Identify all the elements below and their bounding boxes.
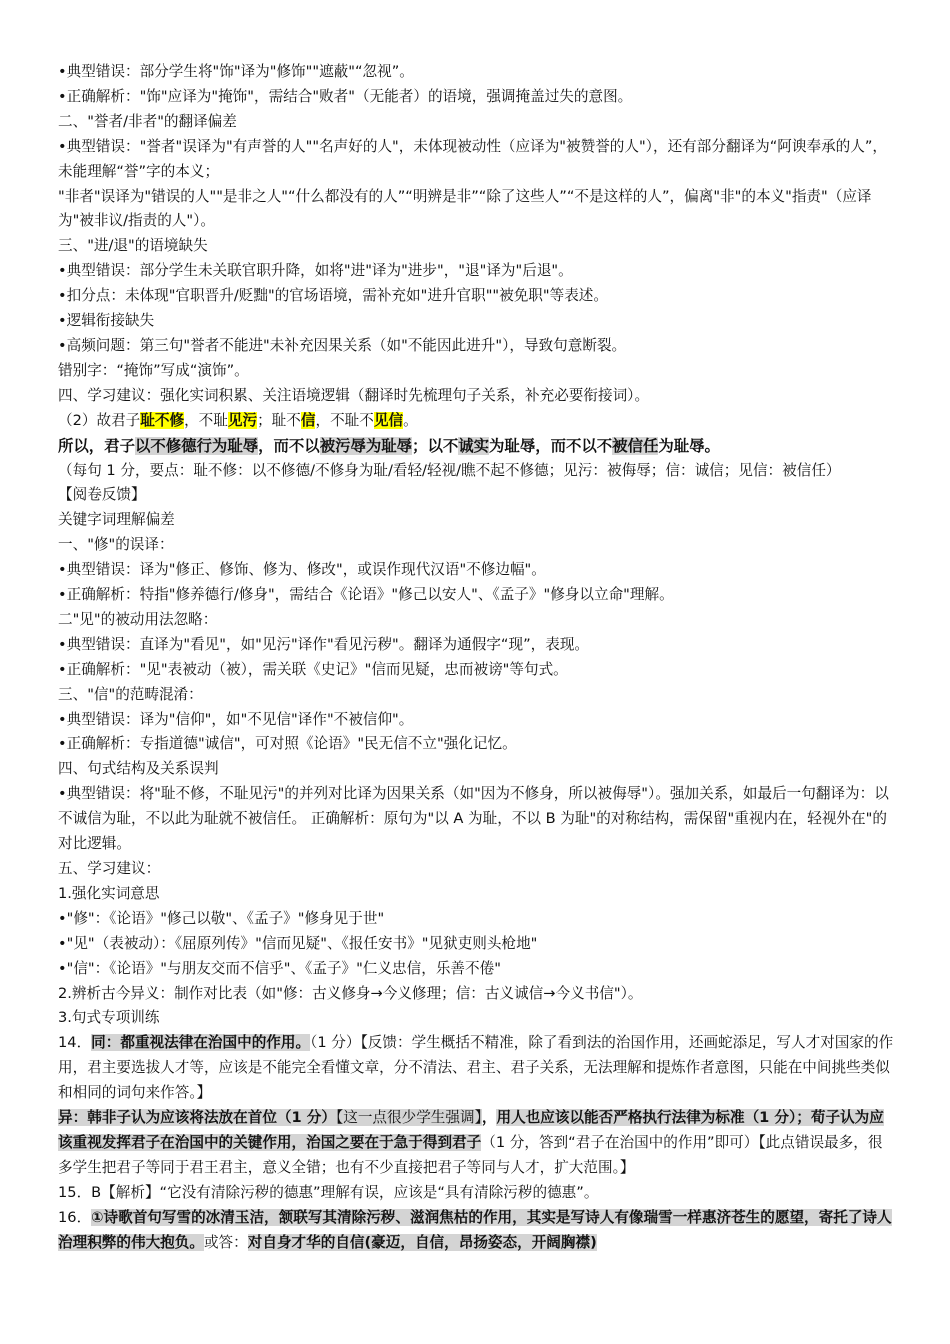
text-segment: ，而不以 — [258, 436, 320, 455]
highlighted-text: 耻不修 — [140, 411, 185, 429]
text-line: 2.辨析古今异义：制作对比表（如"修：古义修身→今义修理；信：古义诚信→今义书信"）。 — [58, 984, 643, 1002]
text-line: 二"见"的被动用法忽略： — [58, 610, 218, 628]
text-line: 【阅卷反馈】 — [58, 486, 146, 504]
text-segment: 。 — [403, 411, 418, 429]
text-line: •典型错误：部分学生未关联官职升降，如将"进"译为"进步"，"退"译为"后退"。 — [58, 262, 573, 280]
highlighted-text: 信 — [300, 411, 316, 429]
text-line: "非者"误译为"错误的人""是非之人"“什么都没有的人”“明辨是非”“除了这些人”“不是这样的人”，偏离"非"的本义"指责"（应译为"被非议/指责的人"）。 — [58, 187, 872, 230]
text-segment: ；耻不 — [257, 411, 301, 429]
highlighted-text: 对自身才华的自信(豪迈，自信，昂扬姿态，开阔胸襟) — [247, 1233, 597, 1251]
highlighted-text: 荀子认为应该重视发挥君子在治国中的关键作用，治国之要在于急于得到君子 — [58, 1109, 884, 1151]
text-line: 五、学习建议： — [58, 860, 161, 877]
text-line: •正确解析：特指"修养德行/修身"，需结合《论语》"修己以安人"、《孟子》"修身以立命"理解。 — [58, 586, 674, 604]
text-segment: 或答： — [203, 1233, 248, 1251]
text-line: •正确解析：专指道德"诚信"，可对照《论语》"民无信不立"强化记忆。 — [58, 735, 517, 753]
document-body — [58, 60, 894, 1256]
text-line: 三、"信"的范畴混淆： — [58, 685, 203, 703]
highlighted-text: 见信 — [373, 411, 404, 429]
text-line: •典型错误：译为"信仰"，如"不见信"译作"不被信仰"。 — [58, 710, 414, 728]
text-line — [58, 1106, 894, 1181]
text-line: 四、学习建议：强化实词积累、关注语境逻辑（翻译时先梳理句子关系，补充必要衔接词）。 — [58, 386, 650, 404]
highlighted-text: 异：韩非子认为应该将法放在首位（1 分） — [58, 1109, 336, 1127]
text-line: 错别字：“掩饰”写成“演饰”。 — [58, 361, 249, 379]
highlighted-text: 被污辱为耻辱 — [319, 436, 413, 455]
text-segment: 为耻辱，而不以不 — [489, 436, 613, 455]
text-line: •典型错误：部分学生将"饰"译为"修饰""遮蔽"“忽视”。 — [58, 63, 414, 80]
text-segment: 14． — [58, 1034, 92, 1052]
text-line: 1.强化实词意思 — [58, 884, 160, 902]
text-segment: 15．B【解析】“它没有清除污秽的德惠”理解有误，应该是“具有清除污秽的德惠”。 — [58, 1183, 599, 1201]
text-line: •正确解析："饰"应译为"掩饰"，需结合"败者"（无能者）的语境，强调掩盖过失的意图。 — [58, 87, 633, 105]
text-line — [58, 409, 894, 434]
text-line: 一、"修"的误译： — [58, 536, 174, 554]
text-line: •典型错误："誉者"误译为"有声誉的人""名声好的人"，未体现被动性（应译为"被赞誉的人"），还有部分翻译为“阿谀奉承的人”，未能理解“誉”字的本义； — [58, 137, 888, 180]
text-line: •逻辑衔接缺失 — [58, 312, 155, 330]
text-line: •扣分点：未体现"官职晋升/贬黜"的官场语境，需补充如"进升官职""被免职"等表述。 — [58, 287, 608, 305]
text-line: •典型错误：直译为"看见"，如"见污"译作"看见污秽"。翻译为通假字“现”，表现。 — [58, 635, 590, 653]
text-segment: 为耻辱。 — [658, 436, 720, 455]
highlighted-text: ①诗歌首句写雪的冰清玉洁，颔联写其清除污秽、滋润焦枯的作用，其实是写诗人有像瑞雪一样惠济苍生的愿望，寄托了诗人治理积弊的伟大抱负。 — [58, 1208, 892, 1251]
text-segment: 16． — [58, 1208, 92, 1226]
highlighted-text: 见污 — [227, 411, 258, 429]
text-line: 关键字词理解偏差 — [58, 511, 175, 529]
text-line: •高频问题：第三句"誉者不能进"未补充因果关系（如"不能因此进升"），导致句意断裂。 — [58, 336, 627, 354]
text-line: 3.句式专项训练 — [58, 1009, 160, 1027]
text-line — [58, 1206, 894, 1256]
text-segment: ；以不 — [412, 436, 459, 455]
text-line: •"信"：《论语》"与朋友交而不信乎"、《孟子》"仁义忠信，乐善不倦" — [58, 959, 501, 977]
text-segment: 所以，君子 — [58, 436, 135, 455]
text-line: 四、句式结构及关系误判 — [58, 760, 219, 778]
text-line — [58, 1031, 894, 1106]
highlighted-text: 诚实 — [458, 436, 490, 455]
highlighted-text: 【这一点很少学生强调】 — [335, 1109, 482, 1127]
text-line — [58, 1181, 894, 1206]
text-segment: （1 分）【反馈：学生概括不精准，除了看到法的治国作用，还画蛇添足，写人才对国家的作用，君主要选拔人才等，应该是不能完全看懂文章，分不清法、君主、君子关系，无法理解和提炼作者意图，只能在中间挑些类似和相同的词句来作答。】 — [58, 1034, 894, 1102]
text-line: •"见"（表被动）：《屈原列传》"信而见疑"、《报任安书》"见狱吏则头枪地" — [58, 934, 538, 952]
text-line: •典型错误：译为"修正、修饰、修为、修改"，或误作现代汉语"不修边幅"。 — [58, 561, 546, 579]
text-line: 三、"进/退"的语境缺失 — [58, 237, 208, 255]
text-segment: ，不耻不 — [315, 411, 374, 429]
text-segment: ，不耻 — [184, 411, 228, 429]
text-segment: ， — [481, 1109, 497, 1127]
text-segment: （2）故君子 — [58, 411, 141, 429]
text-line: •典型错误：将"耻不修，不耻见污"的并列对比译为因果关系（如"因为不修身，所以被侮辱"）。强加关系，如最后一句翻译为：以不诚信为耻，不以此为耻就不被信任。 正确解析：原句为"以 A 为耻，不以 B 为耻"的对称结构，需保留"重视内在，轻视外在"的对比逻辑。 — [58, 785, 889, 853]
highlighted-text: 用人也应该以能否严格执行法律为标准（1 分）； — [496, 1109, 811, 1127]
text-line: •"修"：《论语》"修己以敬"、《孟子》"修身见于世" — [58, 909, 385, 927]
highlighted-text: 同：都重视法律在治国中的作用。 — [91, 1034, 311, 1052]
text-line: （每句 1 分，要点：耻不修：以不修德/不修身为耻/看轻/轻视/瞧不起不修德；见污：被侮辱；信：诚信；见信：被信任） — [58, 461, 841, 479]
highlighted-text: 以不修德行为耻辱 — [134, 436, 259, 455]
text-line: 二、"誉者/非者"的翻译偏差 — [58, 112, 237, 130]
highlighted-text: 被信任 — [612, 436, 659, 455]
text-line — [58, 434, 894, 459]
text-line: •正确解析："见"表被动（被），需关联《史记》"信而见疑，忠而被谤"等句式。 — [58, 660, 568, 678]
text-segment: （1 分，答到“君子在治国中的作用”即可）【此点错误最多，很多学生把君子等同于君王君主，意义全错；也有不少直接把君子等同与人才，扩大范围。】 — [58, 1133, 883, 1176]
